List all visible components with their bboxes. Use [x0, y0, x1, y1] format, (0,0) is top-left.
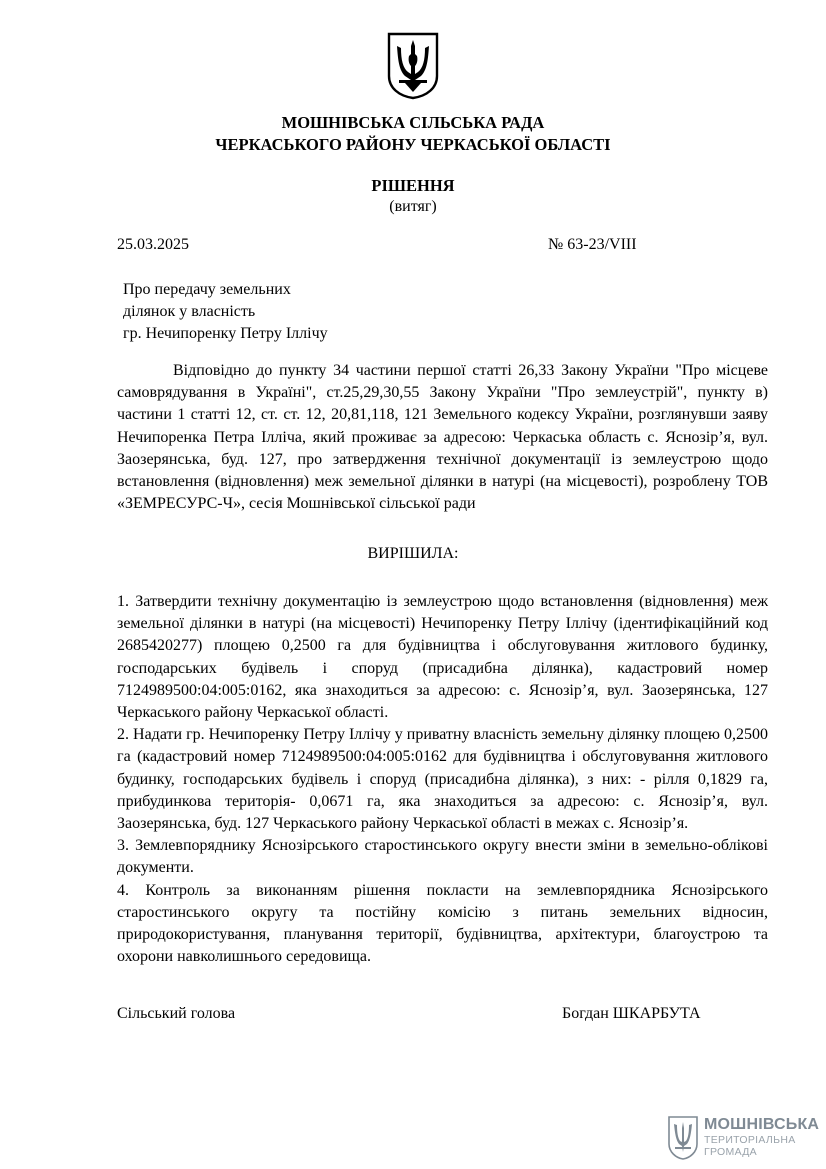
- decision-item: 1. Затвердити технічну документацію із землеустрою щодо встановлення (відновлення) меж земельної ділянки в натурі (на місцевості) Нечипоренку Петру Іллічу (ідентифікаційний код 2685420277) площею 0,2500 га для будівництва і обслуговування житлового будинку, господарських будівель і споруд (присадибна ділянка), кадастровий номер 7124989500:04:005:0162, яка знаходиться за адресою: с. Яснозір’я, вул. Заозерянська, 127 Черкаського району Черкаської області.: [117, 593, 768, 722]
- logo-line2: ТЕРИТОРІАЛЬНА: [704, 1134, 796, 1146]
- community-logo: [668, 1114, 820, 1162]
- trident-shield-icon: [668, 1116, 698, 1160]
- subject-block: [123, 279, 328, 345]
- logo-line1: МОШНІВСЬКА: [704, 1116, 820, 1133]
- document-subtype: (витяг): [389, 198, 437, 215]
- resolved-heading: ВИРІШИЛА:: [367, 545, 459, 562]
- decision-items: [117, 591, 768, 968]
- subject-line: ділянок у власність: [123, 303, 256, 320]
- preamble: [117, 360, 768, 515]
- council-name-line1: МОШНІВСЬКА СІЛЬСЬКА РАДА: [281, 113, 545, 132]
- decision-item: 3. Землевпоряднику Яснозірського старостинського округу внести зміни в земельно-облікові документи.: [117, 837, 768, 877]
- decision-item: 2. Надати гр. Нечипоренку Петру Іллічу у приватну власність земельну ділянку площею 0,2500 га (кадастровий номер 7124989500:04:005:0162 для будівництва і обслуговування житлового будинку, господарських будівель і споруд (присадибна ділянка), з них: - рілля 0,1829 га, прибудинкова територія- 0,0671 га, яка знаходиться за адресою: с. Яснозір’я, вул. Заозерянська, буд. 127 Черкаського району Черкаської області в межах с. Яснозір’я.: [117, 726, 768, 833]
- decision-item: 4. Контроль за виконанням рішення покласти на землевпорядника Яснозірського старостинського округу та постійну комісію з питань земельних відносин, природокористування, планування території, будівництва, архітектури, благоустрою та охорони навколишнього середовища.: [117, 881, 768, 966]
- subject-line: Про передачу земельних: [123, 281, 291, 298]
- coat-of-arms-icon: [387, 32, 439, 100]
- logo-lines: [704, 1134, 796, 1158]
- preamble-text: Відповідно до пункту 34 частини першої статті 26,33 Закону України "Про місцеве самоврядування в Україні", ст.25,29,30,55 Закону України "Про землеустрій", пункту в) частини 1 статті 12, ст. ст. 12, 20,81,118, 121 Земельного кодексу України, розглянувши заяву Нечипоренка Петра Ілліча, який проживає за адресою: Черкаська область с. Яснозір’я, вул. Заозерянська, буд. 127, про затвердження технічної документації із землеустрою щодо встановлення (відновлення) меж земельної ділянки в натурі (на місцевості), розроблену ТОВ «ЗЕМРЕСУРС-Ч», сесія Мошнівської сільської ради: [117, 362, 768, 513]
- subject-line: гр. Нечипоренку Петру Іллічу: [123, 325, 328, 342]
- council-name-line2: ЧЕРКАСЬКОГО РАЙОНУ ЧЕРКАСЬКОЇ ОБЛАСТІ: [215, 135, 611, 154]
- decision-date: 25.03.2025: [117, 236, 189, 253]
- document-type: РІШЕННЯ: [371, 176, 455, 195]
- signature-title: Сільський голова: [117, 1005, 236, 1022]
- signature-name: Богдан ШКАРБУТА: [562, 1005, 701, 1022]
- decision-number: № 63-23/VIII: [548, 236, 637, 253]
- logo-line3: ГРОМАДА: [704, 1146, 757, 1158]
